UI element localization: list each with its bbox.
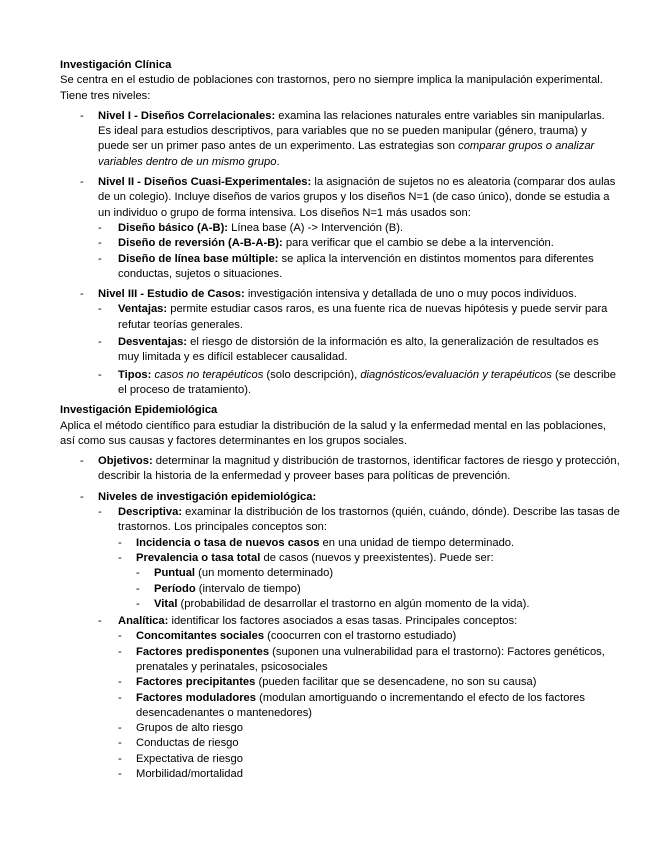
list-item-objectives (60, 454, 620, 485)
term: Analítica: (118, 615, 169, 628)
dash-bullet: - (80, 490, 84, 503)
term: Concomitantes sociales (136, 630, 265, 643)
list-item (136, 582, 620, 597)
list-item (118, 767, 620, 782)
term: Niveles de investigación epidemiológica: (98, 490, 317, 503)
dash-bullet: - (98, 336, 102, 349)
dash-bullet: - (98, 615, 102, 628)
dash-bullet: - (118, 691, 122, 704)
description: permite estudiar casos raros, es una fuente rica de nuevas hipótesis y puede servir para refutar teorías generales. (118, 303, 608, 331)
term: Diseño de reversión (A-B-A-B): (118, 237, 283, 250)
list-item-level-1 (60, 109, 620, 170)
list-item (118, 629, 620, 644)
description: Grupos de alto riesgo (136, 722, 243, 735)
description: el riesgo de distorsión de la información es alto, la generalización de resultados es muy limitada y es difícil establecer causalidad. (118, 336, 599, 364)
term: Objetivos: (98, 455, 153, 468)
description: (intervalo de tiempo) (195, 582, 301, 595)
term: Nivel II - Diseños Cuasi-Experimentales: (98, 176, 312, 189)
dash-bullet: - (118, 630, 122, 643)
dash-bullet: - (98, 221, 102, 234)
list-item (98, 236, 620, 251)
dash-bullet: - (136, 597, 140, 610)
term: Tipos: (118, 368, 152, 381)
list-item (118, 536, 620, 551)
list-item (136, 597, 620, 612)
dash-bullet: - (118, 536, 122, 549)
dash-bullet: - (118, 752, 122, 765)
list-item (98, 302, 620, 333)
list-item (98, 368, 620, 399)
term: Descriptiva: (118, 506, 183, 519)
description: Conductas de riesgo (136, 737, 239, 750)
list-item (118, 691, 620, 722)
term: Prevalencia o tasa total (136, 551, 261, 564)
case-study-list (98, 302, 620, 398)
term: Desventajas: (118, 336, 188, 349)
list-item-analytic (98, 614, 620, 782)
emphasis: comparar grupos o analizar variables dentro de un mismo grupo (98, 140, 595, 168)
term: Incidencia o tasa de nuevos casos (136, 536, 320, 549)
description: (suponen una vulnerabilidad para el trastorno): Factores genéticos, prenatales y perinatales, psicosociales (136, 645, 605, 673)
levels-list (60, 109, 620, 398)
dash-bullet: - (98, 237, 102, 250)
description: (coocurren con el trastorno estudiado) (264, 630, 457, 643)
term: Ventajas: (118, 303, 168, 316)
term: Diseño de línea base múltiple: (118, 252, 279, 265)
description: Expectativa de riesgo (136, 752, 243, 765)
dash-bullet: - (118, 676, 122, 689)
epi-levels-list (98, 505, 620, 782)
list-item (118, 645, 620, 676)
description: (un momento determinado) (195, 567, 334, 580)
term: Factores predisponentes (136, 645, 270, 658)
list-item (98, 335, 620, 366)
description: para verificar que el cambio se debe a la intervención. (282, 237, 554, 250)
term: Nivel III - Estudio de Casos: (98, 288, 245, 301)
dash-bullet: - (118, 551, 122, 564)
description: (pueden facilitar que se desencadene, no son su causa) (255, 676, 537, 689)
document-page (60, 58, 620, 787)
analytic-concepts-list (118, 629, 620, 782)
dash-bullet: - (118, 737, 122, 750)
dash-bullet: - (118, 768, 122, 781)
description: (se describe el proceso de tratamiento). (118, 368, 616, 396)
term: Vital (154, 597, 178, 610)
list-item-levels (60, 490, 620, 783)
dash-bullet: - (80, 109, 84, 122)
dash-bullet: - (98, 368, 102, 381)
dash-bullet: - (80, 455, 84, 468)
dash-bullet: - (118, 722, 122, 735)
list-item (118, 551, 620, 612)
description: Línea base (A) -> Intervención (B). (228, 221, 404, 234)
section-title: Investigación Epidemiológica (60, 404, 218, 417)
description: determinar la magnitud y distribución de trastornos, identificar factores de riesgo y protección, describir la historia de la enfermedad y proveer bases para políticas de prevención. (98, 455, 620, 483)
description: en una unidad de tiempo determinado. (319, 536, 515, 549)
list-item (98, 221, 620, 236)
dash-bullet: - (136, 582, 140, 595)
description: examina las relaciones naturales entre variables sin manipularlas. Es ideal para estudios descriptivos, para variables que no se pueden manipular (género, trauma) y puede ser un primer paso antes de un experimento. Las estrategias son (98, 109, 605, 153)
descriptive-concepts-list (118, 536, 620, 612)
list-item-level-3 (60, 287, 620, 398)
description: Morbilidad/mortalidad (136, 768, 243, 781)
description: investigación intensiva y detallada de uno o muy pocos individuos. (244, 288, 577, 301)
list-item (118, 736, 620, 751)
section-clinical-research (60, 58, 620, 398)
section-epidemiological-research (60, 403, 620, 782)
term: Factores precipitantes (136, 676, 256, 689)
term: Diseño básico (A-B): (118, 221, 229, 234)
list-item-level-2 (60, 175, 620, 282)
description: (modulan amortiguando o incrementando el efecto de los factores desencadenantes o mantenedores) (136, 691, 585, 719)
dash-bullet: - (80, 176, 84, 189)
description: examinar la distribución de los trastornos (quién, cuándo, dónde). Describe las tasas de trastornos. Los principales conceptos son: (118, 506, 620, 534)
emphasis: casos no terapéuticos (154, 368, 264, 381)
emphasis: diagnósticos/evaluación y terapéuticos (360, 368, 552, 381)
term: Nivel I - Diseños Correlacionales: (98, 109, 276, 122)
dash-bullet: - (118, 645, 122, 658)
section-intro: Aplica el método científico para estudiar la distribución de la salud y la enfermedad mental en las poblaciones, así como sus causas y factores determinantes en los grupos sociales. (60, 419, 607, 447)
list-item (118, 721, 620, 736)
list-item (118, 675, 620, 690)
dash-bullet: - (136, 567, 140, 580)
description: se aplica la intervención en distintos momentos para diferentes conductas, sujetos o situaciones. (118, 252, 594, 280)
epidemiology-list (60, 454, 620, 782)
section-intro: Se centra en el estudio de poblaciones con trastornos, pero no siempre implica la manipulación experimental. Tiene tres niveles: (60, 74, 603, 102)
list-item (136, 566, 620, 581)
term: Puntual (154, 567, 196, 580)
term: Factores moduladores (136, 691, 256, 704)
description: la asignación de sujetos no es aleatoria (comparar dos aulas de un colegio). Incluye diseños de varios grupos y los diseños N=1 (de caso único), donde se estudia a un individuo o grupo de forma intensiva. Los diseños N=1 más usados son: (98, 176, 616, 219)
dash-bullet: - (80, 288, 84, 301)
list-item (118, 752, 620, 767)
section-title: Investigación Clínica (60, 59, 172, 71)
description: (probabilidad de desarrollar el trastorno en algún momento de la vida). (177, 597, 530, 610)
punctuation: . (276, 155, 280, 168)
n1-designs-list (98, 221, 620, 282)
dash-bullet: - (98, 303, 102, 316)
description: identificar los factores asociados a esas tasas. Principales conceptos: (168, 615, 518, 628)
list-item-descriptive (98, 505, 620, 612)
dash-bullet: - (98, 252, 102, 265)
dash-bullet: - (98, 506, 102, 519)
description: de casos (nuevos y preexistentes). Puede ser: (260, 551, 494, 564)
list-item (98, 252, 620, 283)
prevalence-types-list (136, 566, 620, 612)
term: Período (154, 582, 196, 595)
description: (solo descripción), (263, 368, 361, 381)
